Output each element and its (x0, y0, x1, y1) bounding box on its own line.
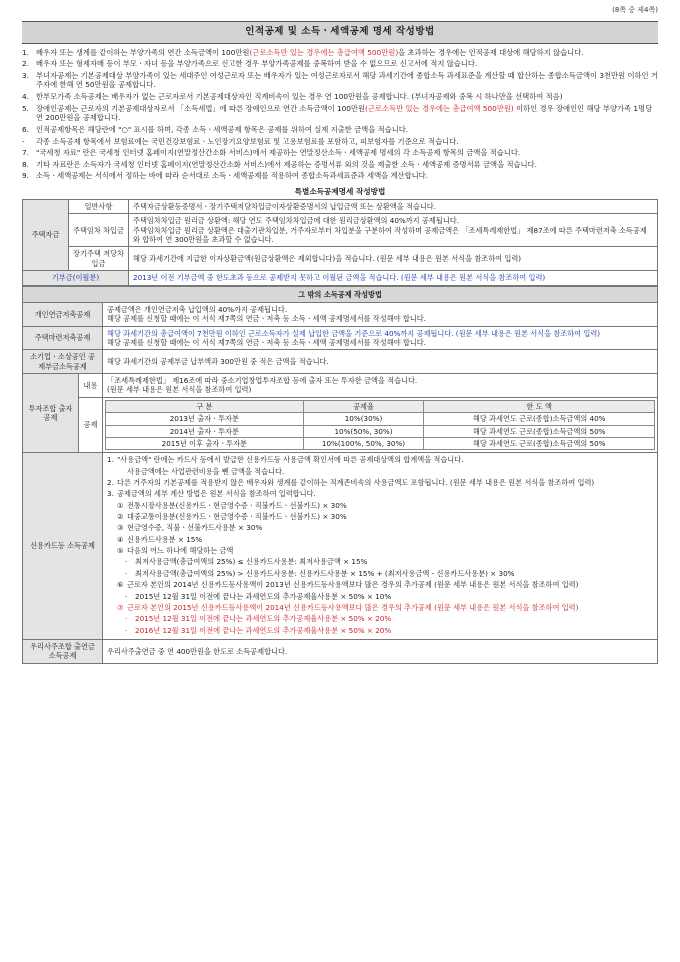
credit-card-cell (103, 453, 658, 640)
note-text (36, 171, 658, 181)
note-item (22, 171, 658, 181)
list-item-marker: ⑦ (117, 602, 124, 612)
note-text (36, 71, 658, 90)
investment-deduction-cell (103, 397, 658, 452)
table-cell: 해당 과세연도 근로(종합)소득금액의 50% (424, 425, 655, 437)
investment-content-label: 내용 (79, 374, 103, 398)
housing-fund-label: 주택자금 (23, 200, 69, 271)
list-item-marker: ⑥ (117, 580, 124, 590)
row-text: 해당 과세기간에 지급한 이자상환금액(원금상환액은 제외합니다)을 적습니다. (원문 세부 내용은 원본 서식을 참조하여 입력) (129, 247, 658, 271)
note-number: 8. (22, 159, 29, 169)
table-row (106, 437, 655, 449)
list-item-text: 전통시장사용분(신용카드ㆍ현금영수증ㆍ직불카드ㆍ선불카드) × 30% (127, 500, 347, 510)
investment-deduction-label: 공제 (79, 397, 103, 452)
note-item (22, 59, 658, 69)
note-number: 1. (22, 47, 29, 57)
list-item-marker (117, 467, 127, 476)
investment-content: 「조세특례제한법」 제16조에 따라 중소기업창업투자조합 등에 출자 또는 투자한 금액을 적습니다. (원문 세부 내용은 원본 서식을 참조하여 입력) (103, 374, 658, 398)
list-item-marker: 2. (107, 477, 114, 487)
note-number: 2. (22, 59, 29, 69)
list-item (107, 455, 653, 464)
table-row (23, 374, 658, 398)
list-item-text: 신용카드사용분 × 15% (127, 534, 203, 544)
note-text (36, 48, 658, 58)
table-row (23, 453, 658, 640)
list-item (107, 478, 653, 487)
note-text-highlight: (근로소득만 있는 경우에는 총급여액 500만원) (249, 47, 399, 57)
list-item (107, 467, 653, 476)
table-row (23, 247, 658, 271)
housing-saving-blue-text: 해당 과세기간의 총급여액이 7천만원 이하인 근로소득자가 실제 납입한 금액을 기준으로 40%까지 공제됩니다. (원문 세부 내용은 원본 서식을 참조하여 입력) (107, 328, 601, 338)
list-item (107, 512, 653, 521)
other-deduction-table (22, 286, 658, 664)
note-text-main: 인적공제항목은 해당란에 "○" 표시를 하며, 각종 소득ㆍ세액공제 항목은 공제를 위하여 실제 지출한 금액을 적습니다. (36, 124, 409, 134)
list-item-text: 다른 거주자의 기본공제를 적용받지 않은 배우자와 생계를 같이하는 직계존비속의 사용금액도 포함됩니다. (원문 세부 내용은 원본 서식을 참조하여 입력) (117, 477, 595, 487)
note-item (22, 92, 658, 102)
list-item-text: 근로자 본인의 2015년 신용카드등사용액이 2014년 신용카드등사용액보다 많은 경우의 추가공제 (원문 세부 내용은 원본 서식을 참조하여 입력) (127, 602, 579, 612)
list-item (107, 569, 653, 578)
row-text: 주택자금상환등증명서ㆍ장기주택저당차입금이자상환증명서의 납입금액 또는 상환액을 적습니다. (129, 200, 658, 214)
table-cell: 2014년 출자ㆍ투자분 (106, 425, 304, 437)
note-item (22, 71, 658, 90)
other-deduction-heading: 그 밖의 소득공제 작성방법 (23, 286, 658, 302)
table-cell: 10%(100%, 50%, 30%) (303, 437, 424, 449)
page-number: (8쪽 중 제4쪽) (612, 6, 658, 14)
list-item (107, 546, 653, 555)
list-item (107, 535, 653, 544)
note-text-main: "국세청 자료" 란은 국세청 인터넷 홈페이지(연말정산간소화 서비스)에서 제공하는 연말정산소득ㆍ세액공제 명세의 각 소득공제 항목의 금액을 적습니다. (36, 148, 521, 158)
note-item (22, 125, 658, 135)
note-number: 3. (22, 70, 29, 80)
esop-text: 우리사주출연금 중 연 400만원을 한도로 소득공제합니다. (103, 639, 658, 663)
table-cell: 10%(50%, 30%) (303, 425, 424, 437)
table-row (23, 302, 658, 326)
table-row (23, 271, 658, 285)
table-row (23, 639, 658, 663)
donation-label: 기부금(이월분) (23, 271, 129, 285)
note-text (36, 148, 658, 158)
special-deduction-table (22, 199, 658, 286)
list-item-text: 공제금액의 세부 계산 방법은 원본 서식을 참조하여 입력합니다. (117, 489, 316, 499)
note-number: 4. (22, 92, 29, 102)
note-number: - (22, 136, 25, 146)
document-title: 인적공제 및 소득ㆍ세액공제 명세 작성방법 (22, 21, 658, 44)
table-row (23, 397, 658, 452)
list-item (107, 501, 653, 510)
table-header-cell: 구 분 (106, 400, 304, 412)
note-number: 7. (22, 148, 29, 158)
list-item-marker: ③ (117, 523, 124, 533)
list-item-marker: ① (117, 500, 124, 510)
table-row (23, 326, 658, 350)
list-item-text: 다음의 어느 하나에 해당하는 금액 (127, 546, 234, 556)
investment-rate-table (105, 400, 655, 450)
pension-text: 공제금액은 개인연금저축 납입액의 40%까지 공제됩니다. 해당 공제를 신청할 때에는 이 서식 제7쪽의 연금ㆍ저축 등 소득ㆍ세액 공제명세서를 작성해야 합니다. (103, 302, 658, 326)
note-text-highlight: (근로소득만 있는 경우에는 총급여액 500만원) (365, 103, 514, 113)
list-item-text: 최저사용금액(총급여액의 25%) > 신용카드사용분: 신용카드사용분 × 15% + (최저사용금액 - 신용카드사용분) × 30% (135, 568, 515, 578)
note-item (22, 104, 658, 123)
note-text-main: 배우자 또는 생계를 같이하는 부양가족의 연간 소득금액이 100만원 (36, 47, 250, 57)
list-item-marker: 1. (107, 455, 114, 465)
note-item (22, 160, 658, 170)
note-text (36, 92, 658, 102)
note-text-main: 기타 자료란은 소득자가 국세청 인터넷 홈페이지(연말정산간소화 서비스)에서 제공하는 증명서류 외의 것을 제출한 소득ㆍ세액공제 증명서류 금액을 적습니다. (36, 159, 537, 169)
row-text: 주택임차차입금 원리금 상환액: 해당 연도 주택임차차입금에 대한 원리금상환액의 40%까지 공제됩니다. 주택임차차입금 원리금 상환액은 대출기관차입분, 거주자로부터 차입분을 구분하여 작성하며 공제금액은 「조세특례제한법」 제87조에 따른 주택마련저축 소득공제와 합하여 연 300만원을 초과할 수 없습니다. (129, 214, 658, 247)
table-cell: 해당 과세연도 근로(종합)소득금액의 50% (424, 437, 655, 449)
list-item-text: "사용금액" 란에는 카드사 등에서 발급한 신용카드등 사용금액 확인서에 따른 공제대상액의 합계액을 적습니다. (117, 455, 464, 465)
list-item-text: 2015년 12월 31일 이전에 끝나는 과세연도의 추가공제율사용분 × 50% × 10% (135, 591, 392, 601)
note-number: 5. (22, 103, 29, 113)
note-item (22, 48, 658, 58)
table-row (106, 413, 655, 425)
note-text-main: 소득ㆍ세액공제는 서식에서 정하는 바에 따라 순서대로 소득ㆍ세액공제를 적용하여 종합소득과세표준과 세액을 계산합니다. (36, 171, 429, 181)
list-item-marker: · (125, 591, 128, 601)
table-cell: 해당 과세연도 근로(종합)소득금액의 40% (424, 413, 655, 425)
housing-saving-cell (103, 326, 658, 350)
list-item-text: 최저사용금액(총급여액의 25%) ≤ 신용카드사용분: 최저사용금액 × 15% (135, 557, 368, 567)
general-notes (22, 48, 658, 182)
note-text-main: 각종 소득공제 항목에서 보험료에는 국민건강보험료ㆍ노인장기요양보험료 및 고용보험료를 포함하고, 피보험자를 기준으로 적습니다. (36, 136, 459, 146)
list-item-text: 2015년 12월 31일 이전에 끝나는 과세연도의 추가공제율사용분 × 50% × 20% (135, 614, 392, 624)
list-item (107, 557, 653, 566)
table-row (106, 425, 655, 437)
note-number: 9. (22, 171, 29, 181)
smallbiz-text: 해당 과세기간의 공제부금 납부액과 300만원 중 적은 금액을 적습니다. (103, 350, 658, 374)
note-number: 6. (22, 124, 29, 134)
note-item (22, 137, 658, 147)
special-deduction-heading: 특별소득공제명세 작성방법 (294, 187, 386, 197)
table-row (23, 350, 658, 374)
housing-saving-label: 주택마련저축공제 (23, 326, 103, 350)
row-label: 일반사항 (69, 200, 129, 214)
list-item-text: 2016년 12월 31일 이전에 끝나는 과세연도의 추가공제율사용분 × 50% × 20% (135, 625, 392, 635)
list-item-marker: ⑤ (117, 546, 124, 556)
note-text-tail: 을 초과하는 경우에는 인적공제 대상에 해당하지 않습니다. (398, 47, 584, 57)
list-item-text: 대중교통이용분(신용카드ㆍ현금영수증ㆍ직불카드ㆍ선불카드) × 30% (127, 512, 347, 522)
list-item (107, 523, 653, 532)
list-item (107, 603, 653, 612)
list-item (107, 614, 653, 623)
list-item-marker: ④ (117, 534, 124, 544)
table-cell: 2015년 이후 출자ㆍ투자분 (106, 437, 304, 449)
note-text (36, 104, 658, 123)
list-item (107, 592, 653, 601)
credit-card-label: 신용카드등 소득공제 (23, 453, 103, 640)
note-text-main: 한부모가족 소득공제는 배우자가 없는 근로자로서 기본공제대상자인 직계비속이 있는 경우 연 100만원을 공제합니다. (부녀자공제와 중복 시 하나만을 선택하여 적음) (36, 92, 563, 102)
row-label: 장기주택 저당차입금 (69, 247, 129, 271)
list-item-text: 사용금액에는 사업관련비용을 뺀 금액을 적습니다. (127, 466, 285, 476)
list-item-marker: · (125, 625, 128, 635)
table-row (23, 200, 658, 214)
list-item-text: 근로자 본인의 2014년 신용카드등사용액이 2013년 신용카드등사용액보다 많은 경우의 추가공제 (원문 세부 내용은 원본 서식을 참조하여 입력) (127, 580, 579, 590)
list-item (107, 489, 653, 498)
note-text-tail: 이하인 경우 장애인인 해당 부양가족 1명당 연 200만원을 공제합니다. (36, 103, 653, 123)
table-row (23, 286, 658, 302)
smallbiz-label: 소기업ㆍ소상공인 공제부금소득공제 (23, 350, 103, 374)
credit-card-red-items (107, 603, 653, 635)
credit-card-items (107, 455, 653, 601)
list-item-marker: · (125, 614, 128, 624)
row-label: 주택임차 차입금 (69, 214, 129, 247)
note-text (36, 137, 658, 147)
list-item-marker: · (125, 568, 128, 578)
housing-saving-text: 해당 공제를 신청할 때에는 이 서식 제7쪽의 연금ㆍ저축 등 소득ㆍ세액 공제명세서를 작성해야 합니다. (107, 338, 426, 347)
table-header-cell: 공제율 (303, 400, 424, 412)
table-row (23, 214, 658, 247)
investment-label: 투자조합 출자공제 (23, 374, 79, 453)
table-header-cell: 한 도 액 (424, 400, 655, 412)
table-cell: 10%(30%) (303, 413, 424, 425)
table-cell: 2013년 출자ㆍ투자분 (106, 413, 304, 425)
list-item (107, 626, 653, 635)
esop-label: 우리사주조합 출연금 소득공제 (23, 639, 103, 663)
list-item (107, 580, 653, 589)
table-header-row (106, 400, 655, 412)
note-item (22, 148, 658, 158)
list-item-marker: 3. (107, 489, 114, 499)
note-text-main: 배우자 또는 형제자매 등이 부모ㆍ자녀 등을 부양가족으로 신고한 경우 부양가족공제를 중복하여 받을 수 없으므로 신고서에 적지 않습니다. (36, 59, 478, 69)
list-item-text: 현금영수증, 직불ㆍ선불카드사용분 × 30% (127, 523, 263, 533)
list-item-marker: ② (117, 512, 124, 522)
list-item-marker: · (125, 557, 128, 567)
donation-text: 2013년 이전 기부금액 중 한도초과 등으로 공제받지 못하고 이월된 금액을 적습니다. (원문 세부 내용은 원본 서식을 참조하여 입력) (129, 271, 658, 285)
note-text-main: 장애인공제는 근로자의 기본공제대상자로서 「소득세법」에 따른 장애인으로 연간 소득금액이 100만원 (36, 103, 366, 113)
note-text (36, 59, 658, 69)
note-text (36, 125, 658, 135)
note-text-main: 부녀자공제는 기본공제대상 부양가족이 있는 세대주인 여성근로자 또는 배우자가 있는 여성근로자로서 해당 과세기간에 종합소득 과세표준을 계산할 때 합산하는 종합소득금액이 3천만원 이하인 거주자에 한해 연 50만원을 공제합니다. (36, 70, 658, 90)
pension-label: 개인연금저축공제 (23, 302, 103, 326)
note-text (36, 160, 658, 170)
